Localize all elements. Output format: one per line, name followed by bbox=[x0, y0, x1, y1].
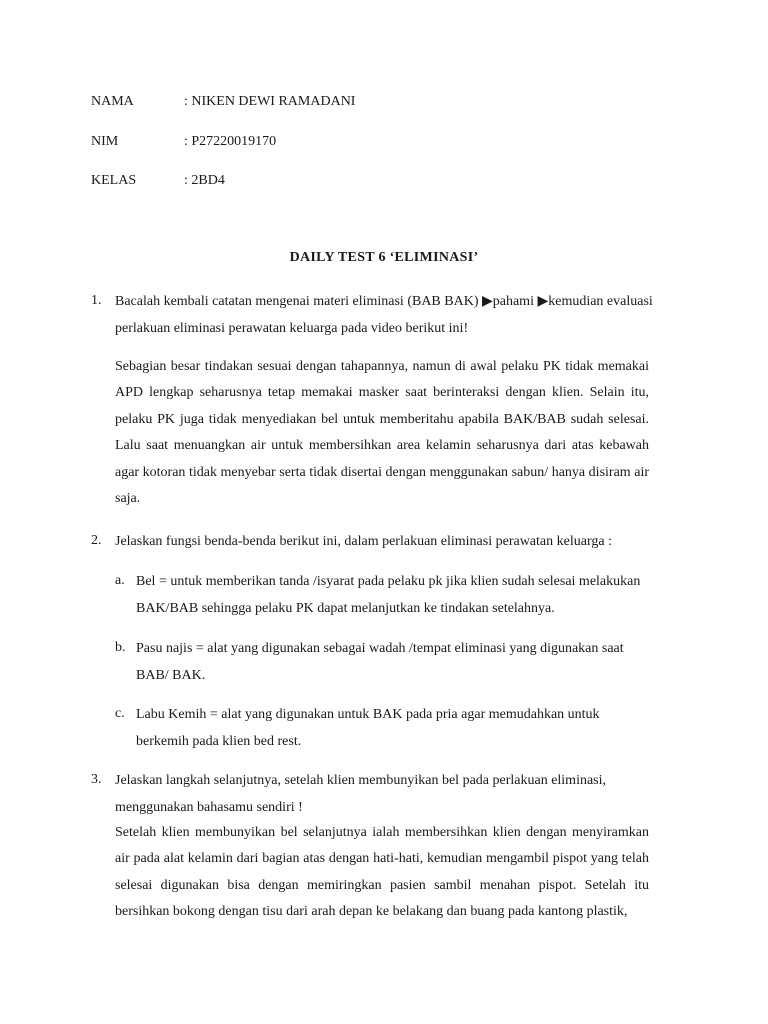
question-text: Jelaskan fungsi benda-benda berikut ini, dalam perlakuan eliminasi perawatan keluarga : bbox=[115, 534, 612, 549]
question-number: 2. bbox=[91, 533, 102, 548]
kelas-value: : 2BD4 bbox=[184, 173, 225, 188]
question-number: 3. bbox=[91, 772, 102, 787]
answer-3: Setelah klien membunyikan bel selanjutnya ialah membersihkan klien dengan menyiramkan air pada alat kelamin dari bagian atas dengan hati-hati, kemudian mengambil pispot yang telah selesai digunakan bisa dengan memiringkan pasien sambil menahan pispot. Setelah itu bersihkan bokong dengan tisu dari arah depan ke belakang dan buang pada kantong plastik, bbox=[115, 825, 649, 920]
question-text: Bacalah kembali catatan mengenai materi eliminasi (BAB BAK) ▶pahami ▶kemudian evaluasi perlakuan eliminasi perawatan keluarga pada video berikut ini! bbox=[115, 294, 653, 336]
nama-value: : NIKEN DEWI RAMADANI bbox=[184, 94, 356, 109]
item-text: Pasu najis = alat yang digunakan sebagai wadah /tempat eliminasi yang digunakan saat BAB/ BAK. bbox=[136, 641, 624, 683]
nim-label: NIM bbox=[91, 134, 119, 149]
question-number: 1. bbox=[91, 293, 102, 308]
nim-value: : P27220019170 bbox=[184, 134, 277, 149]
item-text: Labu Kemih = alat yang digunakan untuk BAK pada pria agar memudahkan untuk berkemih pada klien bed rest. bbox=[136, 707, 600, 749]
item-letter: a. bbox=[115, 573, 125, 588]
item-letter: b. bbox=[115, 640, 126, 655]
question-text: Jelaskan langkah selanjutnya, setelah klien membunyikan bel pada perlakuan eliminasi, menggunakan bahasamu sendiri ! bbox=[115, 773, 607, 815]
document-title: DAILY TEST 6 ‘ELIMINASI’ bbox=[289, 250, 479, 265]
item-letter: c. bbox=[115, 706, 125, 721]
answer-1: Sebagian besar tindakan sesuai dengan tahapannya, namun di awal pelaku PK tidak memakai APD lengkap seharusnya tetap memakai masker saat berinteraksi dengan klien. Selain itu, pelaku PK juga tidak menyediakan bel untuk memberitahu apabila BAK/BAB sudah selesai. Lalu saat menuangkan air untuk membersihkan area kelamin seharusnya dari atas kebawah agar kotoran tidak menyebar serta tidak disertai dengan menggunakan sabun/ hanya disiram air saja. bbox=[115, 359, 649, 507]
nama-label: NAMA bbox=[91, 94, 134, 109]
kelas-label: KELAS bbox=[91, 173, 137, 188]
item-text: Bel = untuk memberikan tanda /isyarat pada pelaku pk jika klien sudah selesai melakukan BAK/BAB sehingga pelaku PK dapat melanjutkan ke tindakan setelahnya. bbox=[136, 574, 641, 616]
